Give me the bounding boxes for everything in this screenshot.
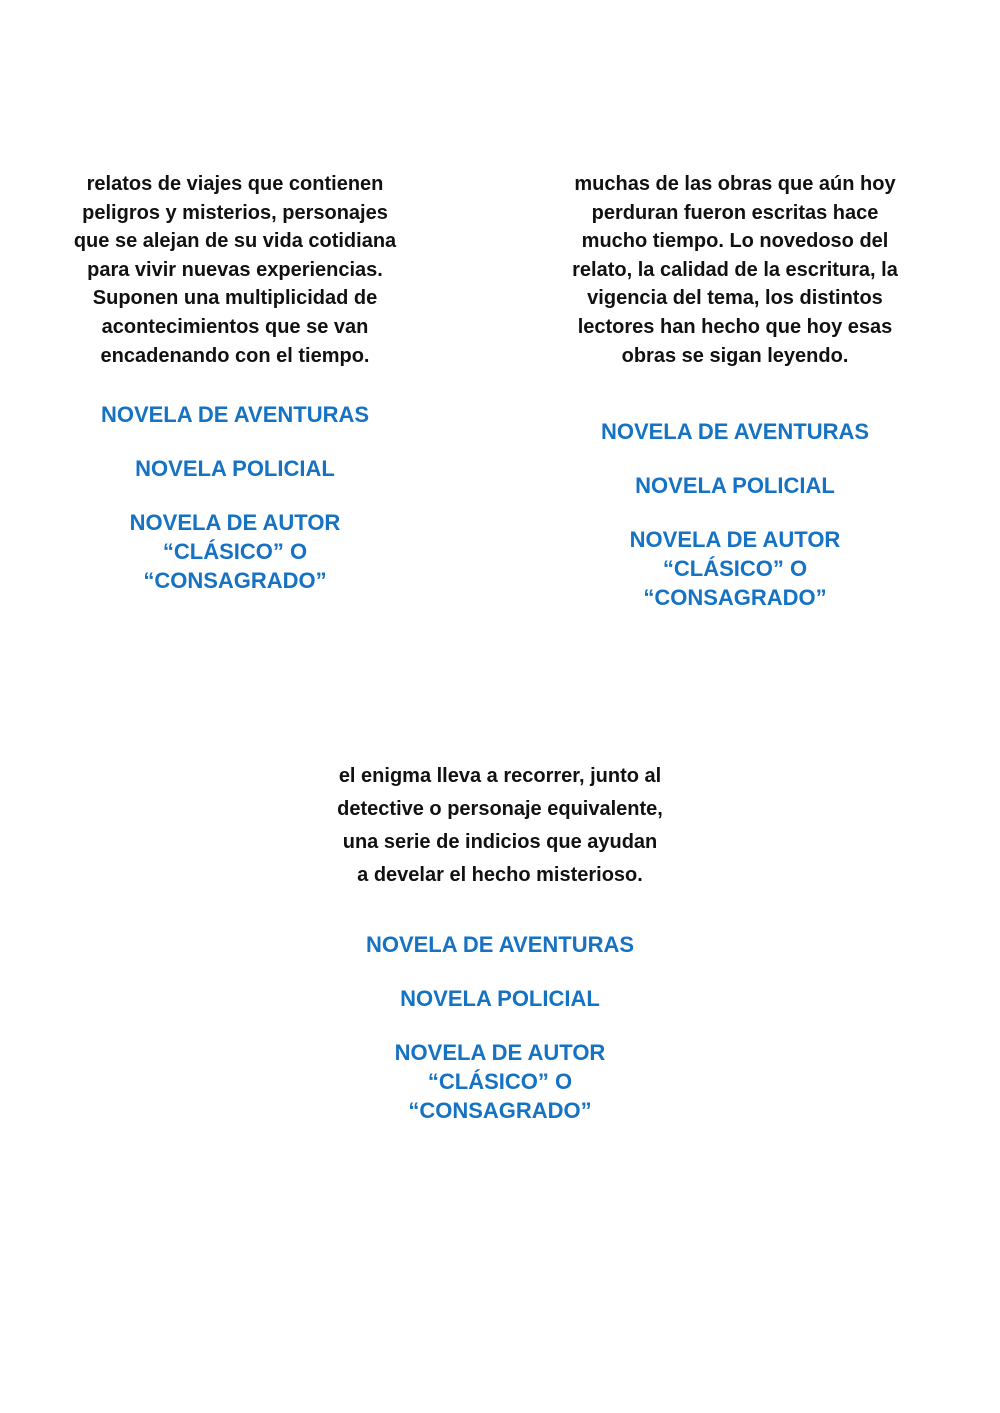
option-novela-de-aventuras[interactable]: NOVELA DE AVENTURAS xyxy=(100,402,370,428)
option-novela-de-aventuras[interactable]: NOVELA DE AVENTURAS xyxy=(600,419,870,445)
option-novela-policial[interactable]: NOVELA POLICIAL xyxy=(135,456,335,482)
options-list xyxy=(70,400,400,595)
option-novela-de-autor-clasico[interactable]: NOVELA DE AUTOR “CLÁSICO” O “CONSAGRADO” xyxy=(629,527,841,611)
card-clasico-description xyxy=(570,170,900,637)
card-policial-description xyxy=(335,760,665,1150)
card-description: muchas de las obras que aún hoy perduran fueron escritas hace mucho tiempo. Lo novedoso del relato, la calidad de la escritura, la vigencia del tema, los distintos lectores han hecho que hoy esas obras se sigan leyendo. xyxy=(572,173,898,367)
options-list xyxy=(570,417,900,612)
options-list xyxy=(335,930,665,1125)
option-novela-de-autor-clasico[interactable]: NOVELA DE AUTOR “CLÁSICO” O “CONSAGRADO” xyxy=(394,1040,606,1123)
option-novela-de-aventuras[interactable]: NOVELA DE AVENTURAS xyxy=(365,932,635,957)
card-description: el enigma lleva a recorrer, junto al detective o personaje equivalente, una serie de indicios que ayudan a develar el hecho misterioso. xyxy=(337,765,663,886)
card-description: relatos de viajes que contienen peligros y misterios, personajes que se alejan de su vida cotidiana para vivir nuevas experiencias. Suponen una multiplicidad de acontecimientos que se van encadenando con el tiempo. xyxy=(73,173,397,367)
option-novela-de-autor-clasico[interactable]: NOVELA DE AUTOR “CLÁSICO” O “CONSAGRADO” xyxy=(129,510,341,594)
option-novela-policial[interactable]: NOVELA POLICIAL xyxy=(400,986,600,1011)
card-aventuras-description xyxy=(70,170,400,620)
option-novela-policial[interactable]: NOVELA POLICIAL xyxy=(635,473,835,499)
